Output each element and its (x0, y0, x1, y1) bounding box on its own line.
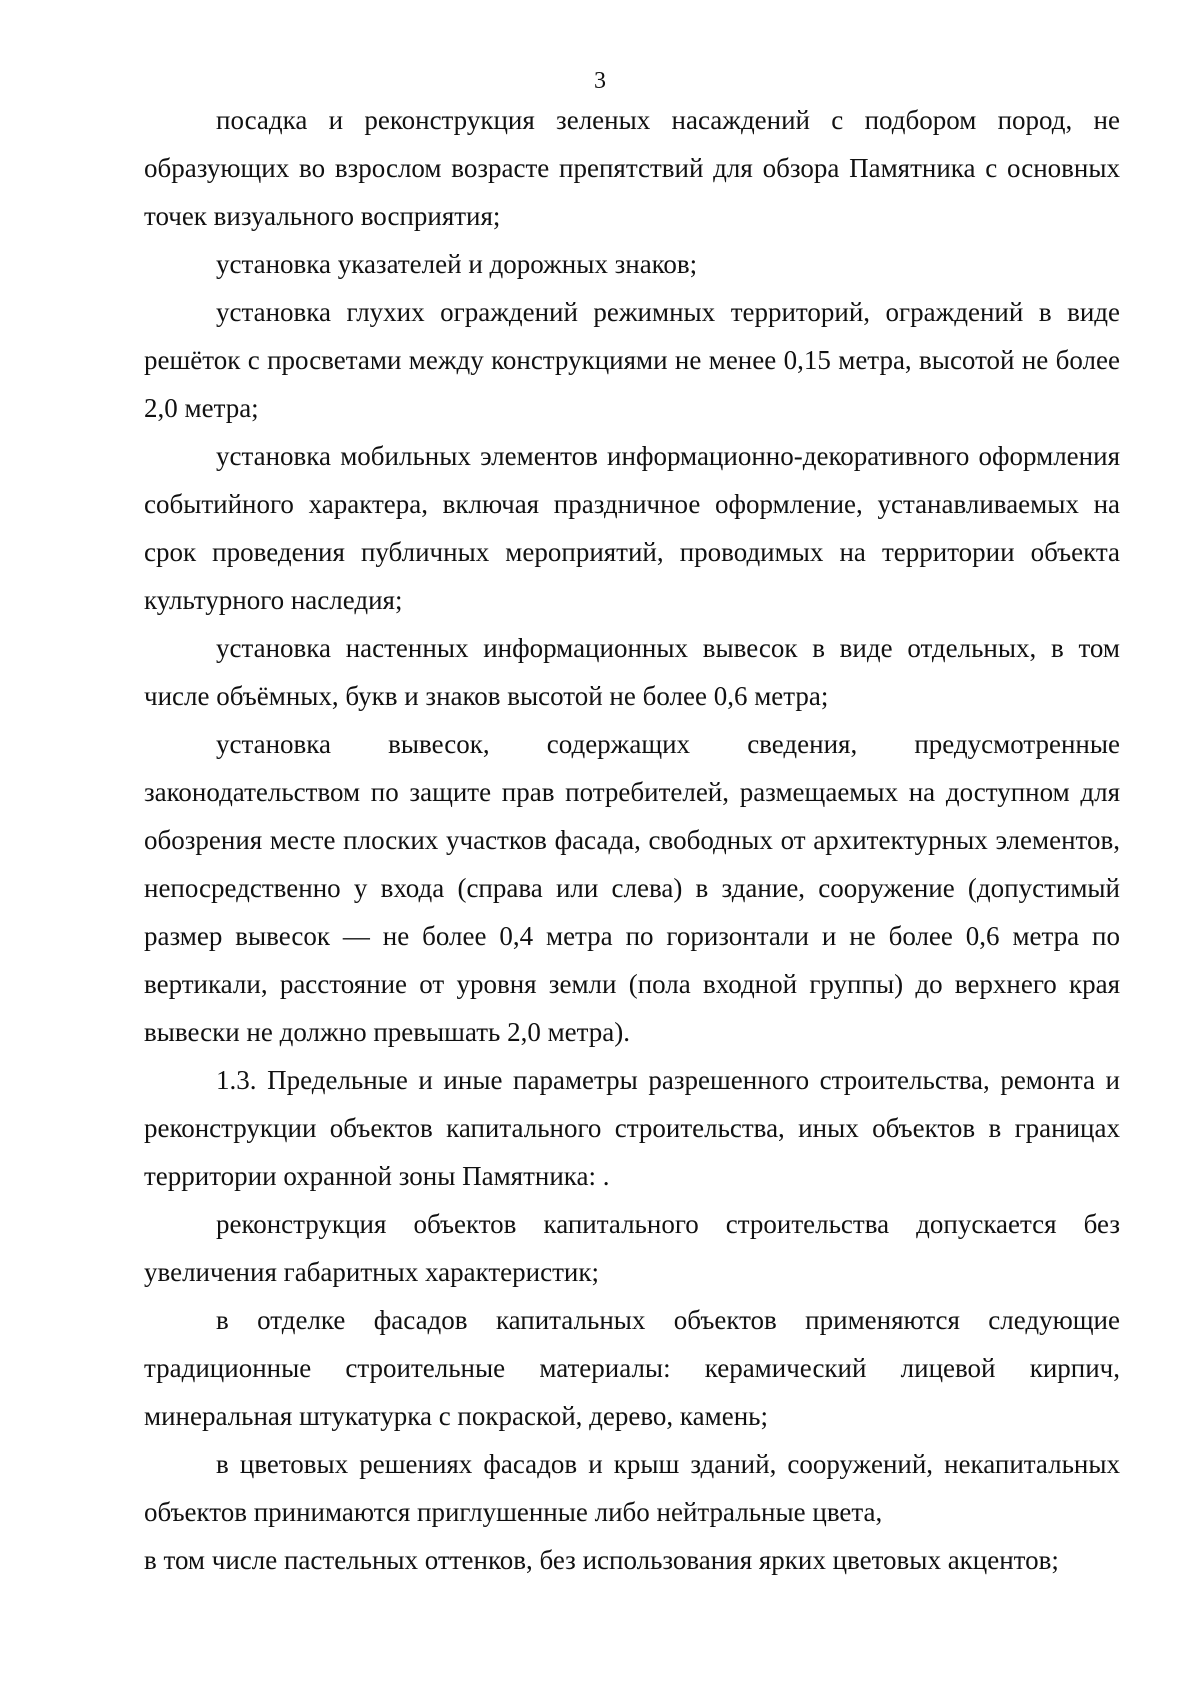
page-number: 3 (594, 68, 606, 94)
paragraph-wall-signs: установка настенных информационных вывесок в виде отдельных, в том числе объёмных, букв и знаков высотой не более 0,6 метра; (144, 633, 1120, 711)
paragraph-consumer-signs: установка вывесок, содержащих сведения, предусмотренные законодательством по защите прав потребителей, размещаемых на доступном для обозрения месте плоских участков фасада, свободных от архитектурных элементов, непосредственно у входа (справа или слева) в здание, сооружение (допустимый размер вывесок — не более 0,4 метра по горизонтали и не более 0,6 метра по вертикали, расстояние от уровня земли (пола входной группы) до верхнего края вывески не должно превышать 2,0 метра). (144, 729, 1120, 1047)
paragraph-pastel-tones: в том числе пастельных оттенков, без использования ярких цветовых акцентов; (144, 1545, 1059, 1575)
document-body (144, 96, 1120, 1584)
paragraph-section-1-3: 1.3. Предельные и иные параметры разрешенного строительства, ремонта и реконструкции объектов капитального строительства, иных объектов в границах территории охранной зоны Памятника: . (144, 1065, 1120, 1191)
paragraph-signs: установка указателей и дорожных знаков; (216, 249, 698, 279)
paragraph-fences: установка глухих ограждений режимных территорий, ограждений в виде решёток с просветами между конструкциями не менее 0,15 метра, высотой не более 2,0 метра; (144, 297, 1120, 423)
paragraph-reconstruction: реконструкция объектов капитального строительства допускается без увеличения габаритных характеристик; (144, 1209, 1120, 1287)
paragraph-facade-materials: в отделке фасадов капитальных объектов применяются следующие традиционные строительные материалы: керамический лицевой кирпич, минеральная штукатурка с покраской, дерево, камень; (144, 1305, 1120, 1431)
paragraph-mobile-decor: установка мобильных элементов информационно-декоративного оформления событийного характера, включая праздничное оформление, устанавливаемых на срок проведения публичных мероприятий, проводимых на территории объекта культурного наследия; (144, 441, 1120, 615)
paragraph-colour-solutions: в цветовых решениях фасадов и крыш зданий, сооружений, некапитальных объектов принимаются приглушенные либо нейтральные цвета, (144, 1449, 1120, 1527)
paragraph-green-planting: посадка и реконструкция зеленых насаждений с подбором пород, не образующих во взрослом возрасте препятствий для обзора Памятника с основных точек визуального восприятия; (144, 105, 1120, 231)
